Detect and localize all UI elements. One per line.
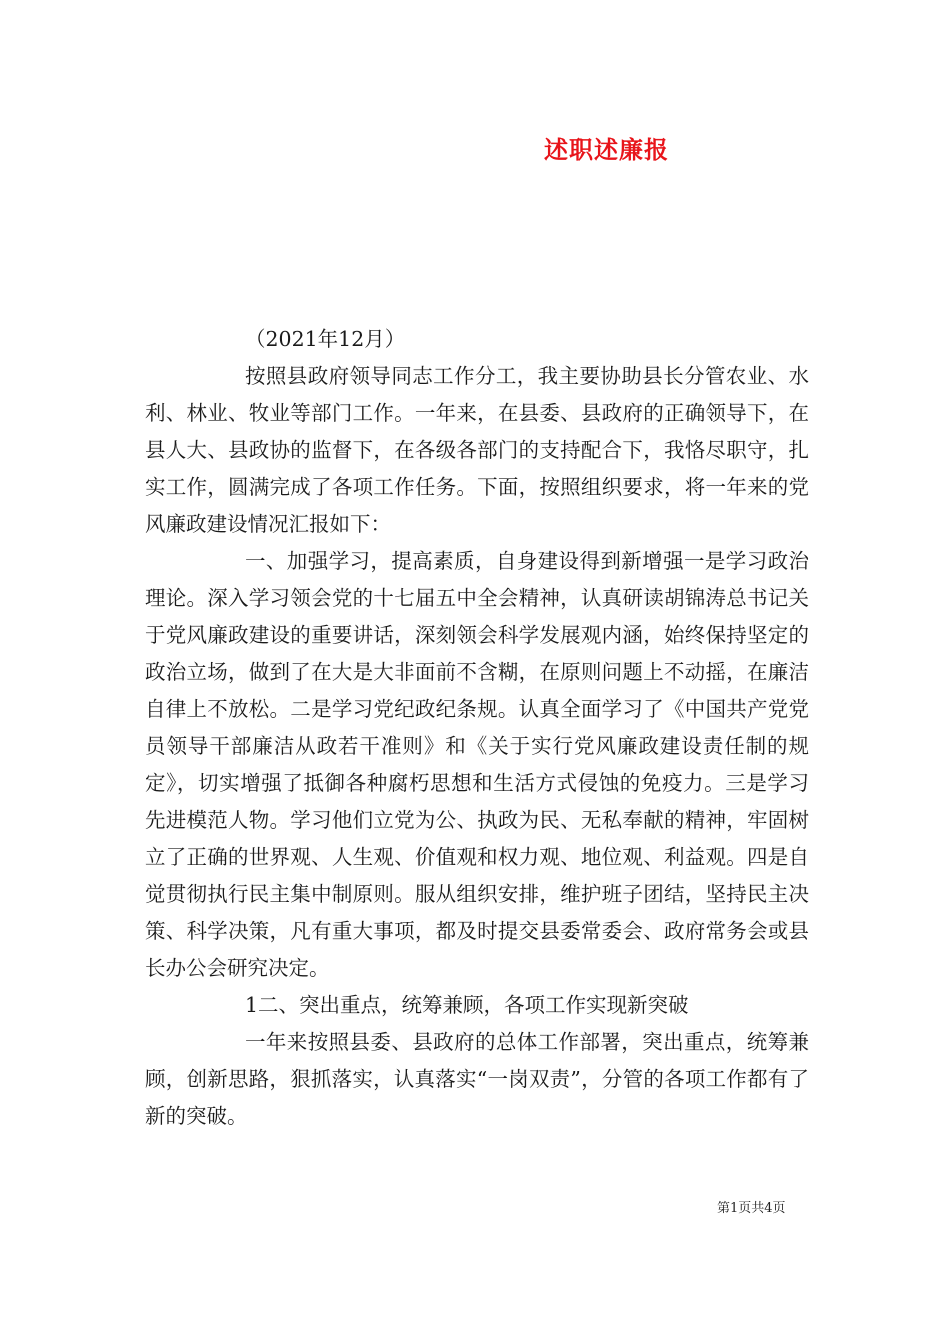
page-number: 第1页共4页 xyxy=(717,1201,786,1216)
section-two-heading: 1二、突出重点，统筹兼顾，各项工作实现新突破 xyxy=(245,993,689,1017)
document-title: 述职述廉报 xyxy=(544,135,669,164)
document-body xyxy=(145,321,809,1135)
date-line: （2021年12月） xyxy=(245,327,406,351)
section-two-paragraph: 一年来按照县委、县政府的总体工作部署，突出重点，统筹兼顾，创新思路，狠抓落实，认真落实“一岗双责”，分管的各项工作都有了新的突破。 xyxy=(145,1030,809,1128)
section-one-paragraph: 一、加强学习，提高素质，自身建设得到新增强一是学习政治理论。深入学习领会党的十七届五中全会精神，认真研读胡锦涛总书记关于党风廉政建设的重要讲话，深刻领会科学发展观内涵，始终保持坚定的政治立场，做到了在大是大非面前不含糊，在原则问题上不动摇，在廉洁自律上不放松。二是学习党纪政纪条规。认真全面学习了《中国共产党党员领导干部廉洁从政若干准则》和《关于实行党风廉政建设责任制的规定》，切实增强了抵御各种腐朽思想和生活方式侵蚀的免疫力。三是学习先进模范人物。学习他们立党为公、执政为民、无私奉献的精神，牢固树立了正确的世界观、人生观、价值观和权力观、地位观、利益观。四是自觉贯彻执行民主集中制原则。服从组织安排，维护班子团结，坚持民主决策、科学决策，凡有重大事项，都及时提交县委常委会、政府常务会或县长办公会研究决定。 xyxy=(145,549,809,980)
intro-paragraph: 按照县政府领导同志工作分工，我主要协助县长分管农业、水利、林业、牧业等部门工作。一年来，在县委、县政府的正确领导下，在县人大、县政协的监督下，在各级各部门的支持配合下，我恪尽职守，扎实工作，圆满完成了各项工作任务。下面，按照组织要求，将一年来的党风廉政建设情况汇报如下： xyxy=(145,364,809,536)
